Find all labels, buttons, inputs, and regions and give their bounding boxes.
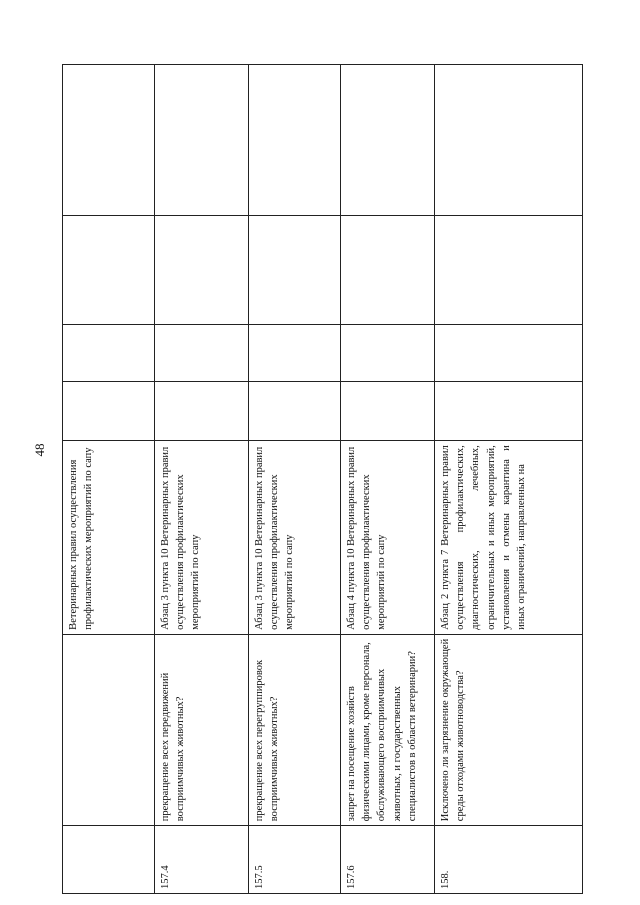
empty-cell [341,215,435,324]
empty-cell [63,65,155,216]
empty-cell [435,382,583,441]
reference-cell: Абзац 3 пункта 10 Ветеринарных правил осуществления профилактических мероприятий по сапу [155,441,249,635]
empty-cell [341,325,435,382]
table-row [435,65,583,894]
question-cell: прекращение всех перегруппировок восприимчивых животных? [249,634,341,825]
reference-cell: Абзац 2 пункта 7 Ветеринарных правил осуществления профилактических, диагностических, лечебных, ограничительных и иных мероприятий, установления и отмены карантина и иных ограничений, направленных на [435,441,583,635]
empty-cell [155,325,249,382]
table-row [63,65,155,894]
row-number: 157.6 [341,826,435,894]
question-cell [63,634,155,825]
empty-cell [63,325,155,382]
empty-cell [249,382,341,441]
empty-cell [155,382,249,441]
empty-cell [249,65,341,216]
table-row [249,65,341,894]
document-sheet [62,64,582,894]
question-cell: прекращение всех передвижений восприимчивых животных? [155,634,249,825]
empty-cell [63,382,155,441]
page-number: 48 [32,443,47,457]
reference-cell: Ветеринарных правил осуществления профилактических мероприятий по сапу [63,441,155,635]
row-number [63,826,155,894]
checklist-table [62,64,583,894]
empty-cell [341,382,435,441]
table-row [341,65,435,894]
empty-cell [249,215,341,324]
empty-cell [435,215,583,324]
question-cell: Исключено ли загрязнение окружающей среды отходами животноводства? [435,634,583,825]
empty-cell [63,215,155,324]
reference-cell: Абзац 3 пункта 10 Ветеринарных правил осуществления профилактических мероприятий по сапу [249,441,341,635]
empty-cell [435,65,583,216]
row-number: 157.5 [249,826,341,894]
reference-cell: Абзац 4 пункта 10 Ветеринарных правил осуществления профилактических мероприятий по сапу [341,441,435,635]
empty-cell [249,325,341,382]
row-number: 157.4 [155,826,249,894]
empty-cell [435,325,583,382]
table-row [155,65,249,894]
row-number: 158. [435,826,583,894]
rotated-table-wrapper [62,64,582,894]
empty-cell [155,215,249,324]
empty-cell [341,65,435,216]
empty-cell [155,65,249,216]
question-cell: запрет на посещение хозяйств физическими лицами, кроме персонала, обслуживающего восприимчивых животных, и государственных специалистов в области ветеринарии? [341,634,435,825]
